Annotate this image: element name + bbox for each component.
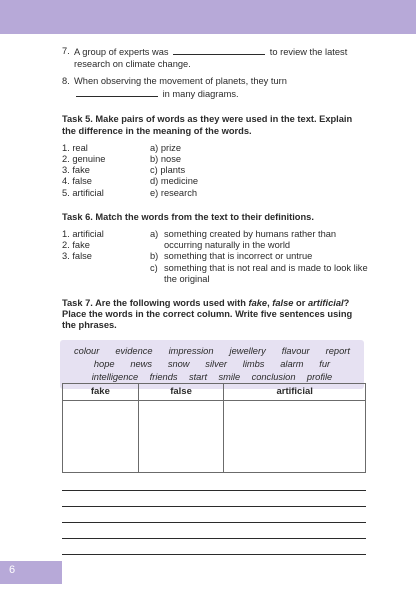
word-chip: jewellery: [229, 345, 266, 356]
word-chip: alarm: [280, 358, 304, 369]
word-chip: flavour: [281, 345, 310, 356]
definition-text: something that is incorrect or untrue: [164, 251, 313, 262]
word-chip: conclusion: [251, 372, 296, 383]
task6-word: 1. artificial: [62, 229, 104, 239]
exercise-item-7: [62, 46, 368, 70]
page-number-tab: [0, 561, 62, 584]
item-text-after: to review the latest research on climate change.: [74, 47, 348, 69]
word-chip: intelligence: [91, 372, 139, 383]
task5-pairs: [62, 143, 368, 199]
task6-words: [62, 229, 150, 285]
item-text-after: in many diagrams.: [162, 88, 239, 99]
task6-word: 3. false: [62, 251, 92, 262]
task5-option: d) medicine: [150, 176, 199, 187]
task7-separator: or: [293, 298, 308, 309]
definition-text: something that is not real and is made to look like the original: [164, 262, 368, 284]
word-box-row: [66, 358, 358, 371]
word-chip: limbs: [242, 358, 265, 369]
page-number: 6: [9, 564, 16, 576]
column-header-false: false: [138, 384, 224, 401]
task7-title-start: Task 7. Are the following words used with: [62, 298, 249, 309]
task5-word: 3. fake: [62, 165, 90, 176]
answer-cell-false[interactable]: [138, 401, 224, 473]
answer-blank[interactable]: [173, 46, 265, 55]
task5-option: c) plants: [150, 165, 186, 176]
definition-a: [150, 229, 368, 251]
word-chip: news: [130, 358, 153, 369]
writing-line[interactable]: [62, 506, 366, 507]
definition-letter: a): [150, 229, 159, 239]
writing-line[interactable]: [62, 538, 366, 539]
task5-word: 2. genuine: [62, 153, 106, 164]
writing-line[interactable]: [62, 554, 366, 555]
writing-line[interactable]: [62, 522, 366, 523]
task5-word: 4. false: [62, 176, 92, 187]
word-chip: colour: [74, 345, 100, 356]
item-text-before: When observing the movement of planets, they turn: [74, 76, 287, 87]
column-header-artificial: artificial: [224, 384, 366, 401]
task5-word: 5. artificial: [62, 187, 104, 198]
word-chip: fur: [319, 358, 331, 369]
table-row: [63, 401, 366, 473]
task6-matching: [62, 229, 368, 285]
task6-heading: Task 6. Match the words from the text to their definitions.: [62, 211, 314, 222]
definition-letter: b): [150, 251, 159, 262]
task5-option: a) prize: [150, 142, 182, 153]
task6-word: 2. fake: [62, 240, 90, 251]
task7-heading: [62, 298, 368, 332]
task5-heading: Task 5. Make pairs of words as they were used in the text. Explain the difference in the meaning of the words.: [62, 114, 353, 136]
page-content: [62, 46, 368, 389]
item-text-before: A group of experts was: [74, 47, 169, 57]
item-number: 8.: [62, 76, 70, 87]
task5-word: 1. real: [62, 142, 88, 153]
word-box: [60, 340, 364, 390]
definition-c: [150, 263, 368, 285]
task5-option: b) nose: [150, 153, 182, 164]
answer-cell-fake[interactable]: [63, 401, 139, 473]
header-band: [0, 0, 416, 34]
writing-line[interactable]: [62, 490, 366, 491]
task6-definitions: [150, 229, 368, 285]
task7-word-artificial: artificial: [307, 298, 344, 309]
task7-word-fake: fake: [248, 298, 268, 309]
item-text: [74, 46, 368, 70]
word-chip: friends: [149, 372, 178, 383]
table-header-row: [63, 384, 366, 401]
task5-option: e) research: [150, 187, 198, 198]
word-chip: evidence: [115, 345, 153, 356]
item-text: [74, 76, 368, 100]
exercise-item-8: [62, 76, 368, 100]
word-chip: smile: [218, 372, 241, 383]
task7-separator: ,: [267, 298, 273, 309]
column-header-fake: fake: [63, 384, 139, 401]
word-chip: hope: [93, 358, 115, 369]
word-chip: snow: [167, 358, 190, 369]
sorting-table: [62, 383, 366, 473]
task7-title-end: ? Place the words in the correct column. Write five sentences using the phrases.: [62, 298, 353, 331]
item-number: 7.: [62, 46, 70, 56]
answer-blank[interactable]: [76, 88, 158, 97]
definition-b: [150, 251, 368, 262]
word-box-row: [66, 345, 358, 358]
word-chip: impression: [168, 345, 214, 356]
definition-text: something created by humans rather than occurring naturally in the world: [164, 229, 337, 251]
word-chip: profile: [306, 372, 333, 383]
word-chip: report: [325, 345, 350, 356]
word-chip: silver: [205, 358, 227, 369]
word-chip: start: [188, 372, 208, 383]
task7-word-false: false: [272, 298, 294, 309]
definition-letter: c): [150, 262, 158, 273]
answer-cell-artificial[interactable]: [224, 401, 366, 473]
